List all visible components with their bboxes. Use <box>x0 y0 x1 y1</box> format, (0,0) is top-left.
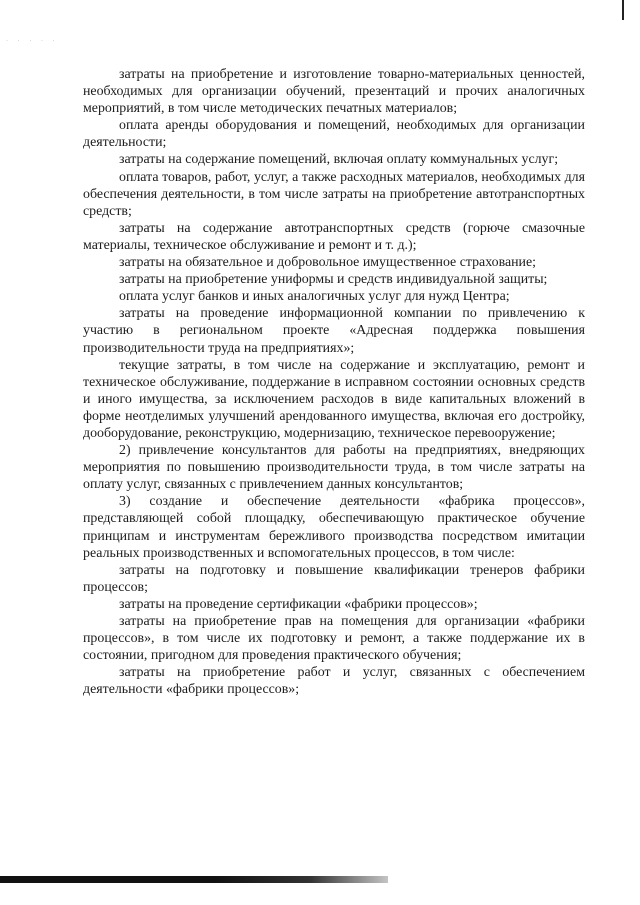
paragraph-10: текущие затраты, в том числе на содержание и эксплуатацию, ремонт и техническое обслуживание, поддержание в исправном состоянии основных средств и иного имущества, за исключением расходов в виде капитальных вложений в форме неотделимых улучшений арендованного имущества, включая его достройку, дооборудование, реконструкцию, модернизацию, техническое перевооружение; <box>83 357 585 441</box>
paragraph-2: оплата аренды оборудования и помещений, необходимых для организации деятельности; <box>83 118 585 151</box>
paragraph-6: затраты на обязательное и добровольное имущественное страхование; <box>119 255 537 271</box>
paragraph-15: затраты на приобретение прав на помещения для организации «фабрики процессов», в том числе их подготовку и ремонт, а также поддержание их в состоянии, пригодном для проведения практического обучения; <box>83 614 585 664</box>
bottom-scan-bar <box>0 876 388 883</box>
paragraph-4: оплата товаров, работ, услуг, а также расходных материалов, необходимых для обеспечения деятельности, в том числе затраты на приобретение автотранспортных средств; <box>83 169 585 219</box>
paragraph-14: затраты на проведение сертификации «фабрики процессов»; <box>119 596 478 612</box>
paragraph-13: затраты на подготовку и повышение квалификации тренеров фабрики процессов; <box>83 562 585 595</box>
paragraph-16: затраты на приобретение работ и услуг, связанных с обеспечением деятельности «фабрики процессов»; <box>83 665 585 698</box>
paragraph-9: затраты на проведение информационной компании по привлечению к участию в региональном проекте «Адресная поддержка повышения производительности труда на предприятиях»; <box>83 306 585 356</box>
paragraph-5: затраты на содержание автотранспортных средств (горюче смазочные материалы, техническое обслуживание и ремонт и т. д.); <box>83 220 585 253</box>
paragraph-12: 3) создание и обеспечение деятельности «фабрика процессов», представляющей собой площадку, обеспечивающую практическое обучение принципам и инструментам бережливого производства посредством имитации реальных производственных и вспомогательных процессов, в том числе: <box>83 494 585 561</box>
corner-mark <box>622 0 624 20</box>
paragraph-11: 2) привлечение консультантов для работы на предприятиях, внедряющих мероприятия по повышению производительности труда, в том числе затраты на оплату услуг, связанных с привлечением данных консультантов; <box>83 443 585 493</box>
scan-marks: · · · · · <box>6 38 59 44</box>
paragraph-7: затраты на приобретение униформы и средств индивидуальной защиты; <box>119 272 548 288</box>
paragraph-1: затраты на приобретение и изготовление товарно-материальных ценностей, необходимых для организации обучений, презентаций и прочих аналогичных мероприятий, в том числе методических печатных материалов; <box>83 67 585 117</box>
paragraph-8: оплата услуг банков и иных аналогичных услуг для нужд Центра; <box>119 289 510 305</box>
paragraph-3: затраты на содержание помещений, включая оплату коммунальных услуг; <box>119 152 559 168</box>
document-body <box>83 66 585 698</box>
